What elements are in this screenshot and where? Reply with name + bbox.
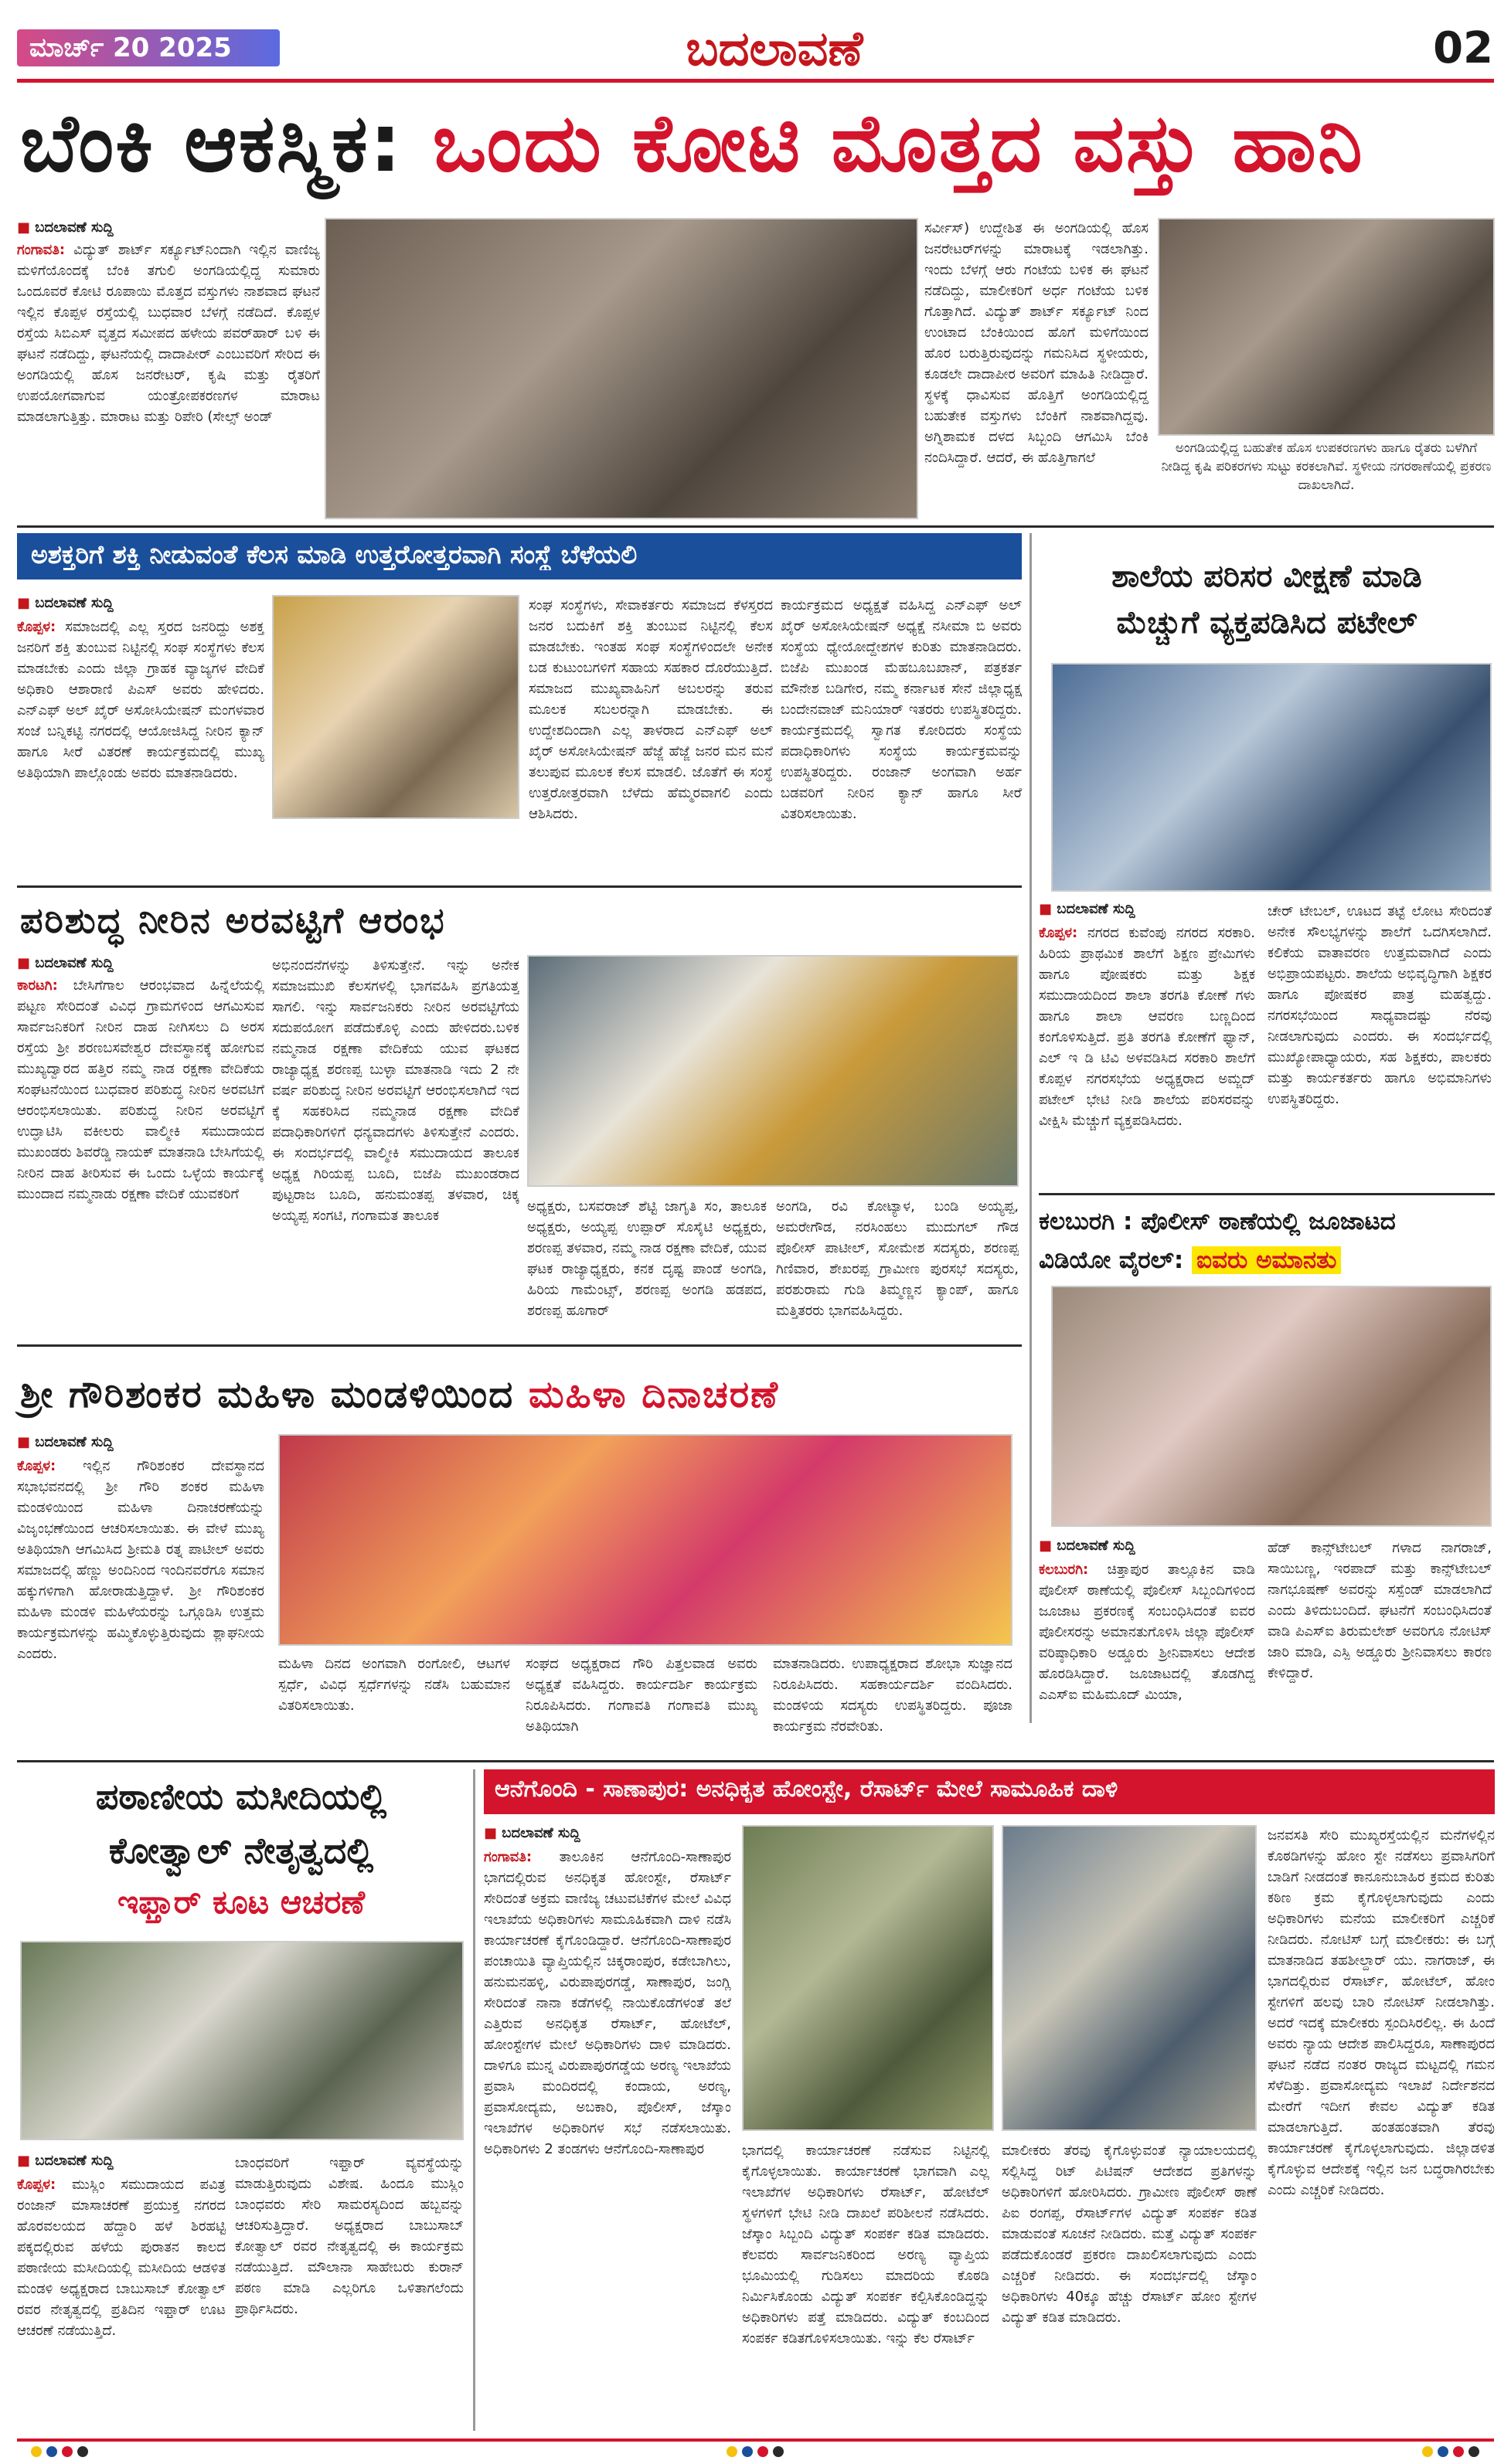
story3-headline [1039, 553, 1495, 646]
story5-headline-line2: ವಿಡಿಯೋ ವೈರಲ್: [1039, 1246, 1184, 1274]
story4-col2 [272, 955, 519, 1338]
story7-col1 [17, 2174, 226, 2429]
story1-col1-text: ವಿದ್ಯುತ್ ಶಾರ್ಟ್ ಸರ್ಕ್ಯೂಟ್‌ನಿಂದಾಗಿ ಇಲ್ಲಿನ ವಾಣಿಜ್ಯ ಮಳಿಗೆಯೊಂದಕ್ಕೆ ಬೆಂಕಿ ತಗುಲಿ ಅಂಗಡಿಯಲ್ಲಿದ್ದ ಸುಮಾರು ಒಂದೂವರೆ ಕೋಟಿ ರೂಪಾಯಿ ಮೊತ್ತದ ವಸ್ತುಗಳು ನಾಶವಾದ ಘಟನೆ ಇಲ್ಲಿನ ಕೊಪ್ಪಳ ರಸ್ತೆಯಲ್ಲಿ ಬುಧವಾರ ಬೆಳಗ್ಗೆ ನಡೆದಿದೆ. ಕೊಪ್ಪಳ ರಸ್ತೆಯ ಸಿಬಿಎಸ್ ವೃತ್ತದ ಸಮೀಪದ ಹಳೇಯ ಪವರ್‌ಹಾರ್ ಬಳಿ ಈ ಘಟನೆ ನಡೆದಿದ್ದು, ಘಟನೆಯಲ್ಲಿ ದಾದಾಪೀರ್ ಎಂಬುವರಿಗೆ ಸೇರಿದ ಈ ಅಂಗಡಿಯಲ್ಲಿ ಹೊಸ ಜನರೇಟರ್, ಕೃಷಿ ಮತ್ತು ರೈತರಿಗೆ ಉಪಯೋಗವಾಗುವ ಯಂತ್ರೋಪಕರಣಗಳ ಮಾರಾಟ ಮಾಡಲಾಗುತ್ತಿತ್ತು. ಮಾರಾಟ ಮತ್ತು ರಿಪೇರಿ (ಸೇಲ್ಸ್ ಅಂಡ್ [17, 242, 320, 425]
story4-divider [17, 1344, 1022, 1347]
story7-photo [20, 1941, 464, 2140]
story6-headline [20, 1368, 1025, 1422]
story6-col4-text: ಮಾತನಾಡಿದರು. ಉಪಾಧ್ಯಕ್ಷರಾದ ಶೋಭಾ ಸುಜ್ಞಾನದ ನಿರೂಪಿಸಿದರು. ಸಹಕಾರ್ಯದರ್ಶಿ ವಂದಿಸಿದರು. ಮಂಡಳಿಯ ಸದಸ್ಯರು ಉಪಸ್ಥಿತರಿದ್ದರು. ಪೂಜಾ ಕಾರ್ಯಕ್ರಮ ನೆರವೇರಿತು. [773, 1656, 1012, 1735]
story2-col3-text: ಕಾರ್ಯಕ್ರಮದ ಅಧ್ಯಕ್ಷತೆ ವಹಿಸಿದ್ದ ಎನ್‌ಎಫ್ ಅಲ್ ಖೈರ್ ಅಸೋಸಿಯೇಷನ್ ಅಧ್ಯಕ್ಷೆ ನಸೀಮಾ ಬಿ ಅವರು ಸಂಸ್ಥೆಯ ಧ್ಯೇಯೋದ್ದೇಶಗಳ ಕುರಿತು ಮಾತನಾಡಿದರು. ಬಿಜೆಪಿ ಮುಖಂಡ ಮೆಹಬೂಬಖಾನ್, ಪತ್ರಕರ್ತ ಮೌನೇಶ ಬಡಿಗೇರ, ನಮ್ಮ ಕರ್ನಾಟಕ ಸೇನೆ ಜಿಲ್ಲಾಧ್ಯಕ್ಷ ಬಂದೇನವಾಜ್ ಮನಿಯಾರ್ ಇತರರು ಉಪಸ್ಥಿತರಿದ್ದರು. ಕಾರ್ಯಕ್ರಮದಲ್ಲಿ ಸ್ವಾಗತ ಕೋರಿದರು ಸಂಸ್ಥೆಯ ಪದಾಧಿಕಾರಿಗಳು ಸಂಸ್ಥೆಯ ಕಾರ್ಯಕ್ರಮವನ್ನು ಉಪಸ್ಥಿತರಿದ್ದರು. ರಂಜಾನ್ ಅಂಗವಾಗಿ ಅರ್ಹ ಬಡವರಿಗೆ ನೀರಿನ ಕ್ಯಾನ್ ಹಾಗೂ ಸೀರೆ ವಿತರಿಸಲಾಯಿತು. [781, 597, 1022, 822]
story3-divider [1039, 1193, 1495, 1195]
story6-photo [278, 1434, 1012, 1646]
story1-col2 [924, 218, 1149, 519]
story4-dateline: ಕಾರಟಗಿ: [17, 977, 58, 994]
story1-photo-side [1158, 218, 1495, 436]
story8-col2 [742, 2140, 989, 2431]
story5-headline-line1: ಕಲಬುರಗಿ : ಪೊಲೀಸ್ ಠಾಣೆಯಲ್ಲಿ ಜೂಜಾಟದ [1039, 1208, 1396, 1235]
story5-col2 [1268, 1538, 1492, 1754]
story7-headline-line1: ಪಠಾಣೀಯ ಮಸೀದಿಯಲ್ಲಿ [95, 1776, 387, 1817]
story5-dateline: ಕಲಬುರಗಿ: [1039, 1562, 1089, 1578]
story3-byline: ■ ಬದಲಾವಣೆ ಸುದ್ದಿ [1039, 901, 1255, 917]
story6-col1-text: ಇಲ್ಲಿನ ಗೌರಿಶಂಕರ ದೇವಸ್ಥಾನದ ಸಭಾಭವನದಲ್ಲಿ ಶ್ರೀ ಗೌರಿ ಶಂಕರ ಮಹಿಳಾ ಮಂಡಳಿಯಿಂದ ಮಹಿಳಾ ದಿನಾಚರಣೆಯನ್ನು ವಿಜೃಂಭಣೆಯಿಂದ ಆಚರಿಸಲಾಯಿತು. ಈ ವೇಳೆ ಮುಖ್ಯ ಅತಿಥಿಯಾಗಿ ಆಗಮಿಸಿದ ಶ್ರೀಮತಿ ರತ್ನ ಪಾಟೀಲ್ ಅವರು ಸಮಾಜದಲ್ಲಿ ಹೆಣ್ಣು ಅಂದಿನಿಂದ ಇಂದಿನವರೆಗೂ ಸಮಾನ ಹಕ್ಕುಗಳಿಗಾಗಿ ಹೋರಾಡುತ್ತಿದ್ದಾಳೆ. ಶ್ರೀ ಗೌರಿಶಂಕರ ಮಹಿಳಾ ಮಂಡಳಿ ಮಹಿಳೆಯರನ್ನು ಒಗ್ಗೂಡಿಸಿ ಉತ್ತಮ ಕಾರ್ಯಕ್ರಮಗಳನ್ನು ಹಮ್ಮಿಕೊಳ್ಳುತ್ತಿರುವುದು ಶ್ಲಾಘನೀಯ ಎಂದರು. [17, 1458, 264, 1662]
story7-dateline: ಕೊಪ್ಪಳ: [17, 2177, 56, 2193]
story1-headline-red: ಒಂದು ಕೋಟಿ ಮೊತ್ತದ ವಸ್ತು ಹಾನಿ [432, 96, 1364, 190]
story1-divider [17, 525, 1494, 528]
footer-dot [727, 2446, 737, 2457]
story7-headline-line3: ಇಫ್ತಾರ್ ಕೂಟ ಆಚರಣೆ [117, 1883, 365, 1921]
story5-col2-text: ಹೆಡ್ ಕಾನ್ಸ್‌ಟೇಬಲ್ ಗಳಾದ ನಾಗರಾಜ್, ಸಾಯಿಬಣ್ಣ, ಇರಪಾದ್ ಮತ್ತು ಕಾನ್ಸ್‌ಟೇಬಲ್ ನಾಗಭೂಷಣ್ ಅವರನ್ನು ಸಸ್ಪೆಂಡ್ ಮಾಡಲಾಗಿದೆ ಎಂದು ತಿಳಿದುಬಂದಿದೆ. ಘಟನೆಗೆ ಸಂಬಂಧಿಸಿದಂತೆ ವಾಡಿ ಪಿಎಸ್ಐ ತಿರುಮಲೇಶ್ ಅವರಿಗೂ ನೋಟಿಸ್ ಜಾರಿ ಮಾಡಿ, ಎಸ್ಪಿ ಅಡ್ಡೂರು ಶ್ರೀನಿವಾಸಲು ಕಾರಣ ಕೇಳಿದ್ದಾರೆ. [1268, 1540, 1492, 1681]
footer-dots-center [727, 2446, 784, 2457]
story4-photo [527, 955, 1019, 1187]
footer-dot [46, 2446, 57, 2457]
story8-photo-left [742, 1825, 994, 2131]
story7-headline-line2: ಕೋತ್ವಾಲ್ ನೇತೃತ್ವದಲ್ಲಿ [108, 1830, 374, 1871]
story8-col1-text: ತಾಲೂಕಿನ ಆನೆಗೊಂದಿ-ಸಾಣಾಪುರ ಭಾಗದಲ್ಲಿರುವ ಅನಧಿಕೃತ ಹೋಂಸ್ಟೇ, ರೆಸಾರ್ಟ್ ಸೇರಿದಂತೆ ಅಕ್ರಮ ವಾಣಿಜ್ಯ ಚಟುವಟಿಕೆಗಳ ಮೇಲೆ ವಿವಿಧ ಇಲಾಖೆಯ ಅಧಿಕಾರಿಗಳು ಸಾಮೂಹಿಕವಾಗಿ ದಾಳಿ ನಡೆಸಿ ಕಾರ್ಯಾಚರಣೆ ಕೈಗೊಂಡಿದ್ದಾರೆ. ಆನೆಗೊಂದಿ-ಸಾಣಾಪುರ ಪಂಚಾಯಿತಿ ವ್ಯಾಪ್ತಿಯಲ್ಲಿನ ಚಿಕ್ಕರಾಂಪುರ, ಕಡೇಬಾಗಿಲು, ಹನುಮನಹಳ್ಳಿ, ವಿರುಪಾಪುರಗಡ್ಡೆ, ಸಾಣಾಪುರ, ಜಂಗ್ಲಿ ಸೇರಿದಂತೆ ನಾನಾ ಕಡೆಗಳಲ್ಲಿ ನಾಯಿಕೊಡೆಗಳಂತೆ ತಲೆ ಎತ್ತಿರುವ ಅನಧಿಕೃತ ರೆಸಾರ್ಟ್, ಹೋಟೆಲ್, ಹೋಂಸ್ಟೇಗಳ ಮೇಲೆ ಅಧಿಕಾರಿಗಳು ದಾಳಿ ಮಾಡಿದರು. ದಾಳಿಗೂ ಮುನ್ನ ವಿರುಪಾಪುರಗಡ್ಡೆಯ ಅರಣ್ಯ ಇಲಾಖೆಯ ಪ್ರವಾಸಿ ಮಂದಿರದಲ್ಲಿ ಕಂದಾಯ, ಅರಣ್ಯ, ಪ್ರವಾಸೋದ್ಯಮ, ಅಬಕಾರಿ, ಪೊಲೀಸ್, ಜೆಸ್ಕಾಂ ಇಲಾಖೆಗಳ ಅಧಿಕಾರಿಗಳ ಸಭೆ ನಡೆಸಲಾಯಿತು. ಅಧಿಕಾರಿಗಳು 2 ತಂಡಗಳು ಆನೆಗೊಂದಿ-ಸಾಣಾಪುರ [484, 1849, 731, 2157]
story8-col2-text: ಭಾಗದಲ್ಲಿ ಕಾರ್ಯಾಚರಣೆ ನಡೆಸುವ ನಿಟ್ಟಿನಲ್ಲಿ ಕೈಗೊಳ್ಳಲಾಯಿತು. ಕಾರ್ಯಾಚರಣೆ ಭಾಗವಾಗಿ ಎಲ್ಲ ಇಲಾಖೆಗಳ ಅಧಿಕಾರಿಗಳು ರೆಸಾರ್ಟ್, ಹೋಟೆಲ್ ಸ್ಥಳಗಳಿಗೆ ಭೇಟಿ ನೀಡಿ ದಾಖಲೆ ಪರಿಶೀಲನೆ ನಡೆಸಿದರು. ಜೆಸ್ಕಾಂ ಸಿಬ್ಬಂದಿ ವಿದ್ಯುತ್ ಸಂಪರ್ಕ ಕಡಿತ ಮಾಡಿದರು. ಕೆಲವರು ಸಾರ್ವಜನಿಕರಿಂದ ಅರಣ್ಯ ವ್ಯಾಪ್ತಿಯ ಭೂಮಿಯಲ್ಲಿ ಗುಡಿಸಲು ಮಾದರಿಯ ಕೊಠಡಿ ನಿರ್ಮಿಸಿಕೊಂಡು ವಿದ್ಯುತ್ ಸಂಪರ್ಕ ಕಲ್ಪಿಸಿಕೊಂಡಿದ್ದನ್ನು ಅಧಿಕಾರಿಗಳು ಪತ್ತೆ ಮಾಡಿದರು. ವಿದ್ಯುತ್ ಕಂಬದಿಂದ ಸಂಪರ್ಕ ಕಡಿತಗೊಳಿಸಲಾಯಿತು. ಇನ್ನು ಕೆಲ ರೆಸಾರ್ಟ್ [742, 2143, 989, 2347]
footer-rule [17, 2439, 1494, 2442]
story4-headline: ಪರಿಶುದ್ಧ ನೀರಿನ ಅರವಟ್ಟಿಗೆ ಆರಂಭ [20, 899, 446, 941]
story3-col1-text: ನಗರದ ಕುವೆಂಪು ನಗರದ ಸರಕಾರಿ. ಹಿರಿಯ ಪ್ರಾಥಮಿಕ ಶಾಲೆಗೆ ಶಿಕ್ಷಣ ಪ್ರೇಮಿಗಳು ಹಾಗೂ ಪೋಷಕರು ಮತ್ತು ಶಿಕ್ಷಕ ಸಮುದಾಯದಿಂದ ಶಾಲಾ ತರಗತಿ ಕೋಣೆ ಗಳು ಹಾಗೂ ಶಾಲಾ ಆವರಣ ಬಣ್ಣದಿಂದ ಕಂಗೊಳಿಸುತ್ತಿದೆ. ಪ್ರತಿ ತರಗತಿ ಕೋಣೆಗೆ ಫ್ಯಾನ್, ಎಲ್ ಇ ಡಿ ಟಿವಿ ಅಳವಡಿಸಿದ ಸರಕಾರಿ ಶಾಲೆಗೆ ಕೊಪ್ಪಳ ನಗರಸಭೆಯ ಅಧ್ಯಕ್ಷರಾದ ಅಮ್ಜದ್ ಪಟೇಲ್ ಭೇಟಿ ನೀಡಿ ಶಾಲೆಯ ಪರಿಸರವನ್ನು ವೀಕ್ಷಿಸಿ ಮೆಚ್ಚುಗೆ ವ್ಯಕ್ತಪಡಿಸಿದರು. [1039, 925, 1255, 1129]
story8-byline: ■ ಬದಲಾವಣೆ ಸುದ್ದಿ [484, 1825, 731, 1841]
right-col-border [1029, 533, 1032, 1723]
story8-dateline: ಗಂಗಾವತಿ: [484, 1849, 533, 1865]
story7-col2-text: ಬಾಂಧವರಿಗೆ ಇಫ್ತಾರ್ ವ್ಯವಸ್ಥೆಯನ್ನು ಮಾಡುತ್ತಿರುವುದು ವಿಶೇಷ. ಹಿಂದೂ ಮುಸ್ಲಿಂ ಬಾಂಧವರು ಸೇರಿ ಸಾಮರಸ್ಯದಿಂದ ಹಬ್ಬವನ್ನು ಆಚರಿಸುತ್ತಿದ್ದಾರೆ. ಅಧ್ಯಕ್ಷರಾದ ಬಾಬುಸಾಬ್ ಕೋತ್ವಾಲ್ ರವರ ನೇತೃತ್ವದಲ್ಲಿ ಈ ಕಾರ್ಯಕ್ರಮ ನಡೆಯುತ್ತಿದೆ. ಮೌಲಾನಾ ಸಾಹೇಬರು ಕುರಾನ್ ಪಠಣ ಮಾಡಿ ಎಲ್ಲರಿಗೂ ಒಳಿತಾಗಲೆಂದು ಪ್ರಾರ್ಥಿಸಿದರು. [235, 2155, 464, 2317]
story6-col3-text: ಸಂಘದ ಅಧ್ಯಕ್ಷರಾದ ಗೌರಿ ಪಿತ್ತಲವಾಡ ಅವರು ಅಧ್ಯಕ್ಷತೆ ವಹಿಸಿದ್ದರು. ಕಾರ್ಯದರ್ಶಿ ಕಾರ್ಯಕ್ರಮ ನಿರೂಪಿಸಿದರು. ಗಂಗಾವತಿ ಗಂಗಾವತಿ ಮುಖ್ಯ ಅತಿಥಿಯಾಗಿ [526, 1656, 757, 1735]
story2-byline: ■ ಬದಲಾವಣೆ ಸುದ್ದಿ [17, 595, 264, 611]
story2-dateline: ಕೊಪ್ಪಳ: [17, 619, 56, 635]
story5-col1 [1039, 1559, 1255, 1754]
footer-dots-left [31, 2446, 88, 2457]
story4-col4 [776, 1196, 1019, 1338]
footer-dot [742, 2446, 753, 2457]
story8-col4-text: ಜನವಸತಿ ಸೇರಿ ಮುಖ್ಯರಸ್ತೆಯಲ್ಲಿನ ಮನೆಗಳಲ್ಲಿನ ಕೊಠಡಿಗಳನ್ನು ಹೋಂ ಸ್ಟೇ ನಡೆಸಲು ಪ್ರವಾಸಿಗರಿಗೆ ಬಾಡಿಗೆ ನೀಡದಂತೆ ಕಾನೂನುಬಾಹಿರ ಕ್ರಮದ ಕುರಿತು ಕಠಿಣ ಕ್ರಮ ಕೈಗೊಳ್ಳಲಾಗುವುದು ಎಂದು ಅಧಿಕಾರಿಗಳು ಮನೆಯ ಮಾಲೀಕರಿಗೆ ಎಚ್ಚರಿಕೆ ನೀಡಿದರು. ನೋಟಿಸ್ ಬಗ್ಗೆ ಮಾಲೀಕರು: ಈ ಬಗ್ಗೆ ಮಾತನಾಡಿದ ತಹಶೀಲ್ದಾರ್ ಯು. ನಾಗರಾಜ್, ಈ ಭಾಗದಲ್ಲಿರುವ ರೆಸಾರ್ಟ್, ಹೋಟೆಲ್, ಹೋಂ ಸ್ಟೇಗಳಿಗೆ ಹಲವು ಬಾರಿ ನೋಟಿಸ್ ನೀಡಲಾಗಿತ್ತು. ಅದರೆ ಇದಕ್ಕೆ ಮಾಲೀಕರು ಸ್ಪಂದಿಸಿರಲಿಲ್ಲ. ಈ ಹಿಂದೆ ಅವರು ನ್ಯಾಯ ಆದೇಶ ಪಾಲಿಸಿದ್ದರೂ, ಸಾಣಾಪುರದ ಘಟನೆ ನಡೆದ ನಂತರ ರಾಜ್ಯದ ಮಟ್ಟದಲ್ಲಿ ಗಮನ ಸೆಳೆದಿತ್ತು. ಪ್ರವಾಸೋದ್ಯಮ ಇಲಾಖೆ ನಿರ್ದೇಶನದ ಮೇರೆಗೆ ಇದೀಗ ಕೇವಲ ವಿದ್ಯುತ್ ಕಡಿತ ಮಾಡಲಾಗುತ್ತಿದೆ. ಹಂತಹಂತವಾಗಿ ತೆರವು ಕಾರ್ಯಾಚರಣೆ ಕೈಗೊಳ್ಳಲಾಗುವುದು. ಜಿಲ್ಲಾಡಳಿತ ಕೈಗೊಳ್ಳುವ ಆದೇಶಕ್ಕೆ ಇಲ್ಲಿನ ಜನ ಬದ್ಧರಾಗಿರಬೇಕು ಎಂದು ಎಚ್ಚರಿಕೆ ನೀಡಿದರು. [1268, 1827, 1495, 2198]
story1-photo-caption: ಅಂಗಡಿಯಲ್ಲಿದ್ದ ಬಹುತೇಕ ಹೊಸ ಉಪಕರಣಗಳು ಹಾಗೂ ರೈತರು ಬಳೆಗಿಗೆ ನೀಡಿದ್ದ ಕೃಷಿ ಪರಿಕರಗಳು ಸುಟ್ಟು ಕರಕಲಾಗಿವೆ. ಸ್ಥಳೀಯ ನಗರಠಾಣೆಯಲ್ಲಿ ಪ್ರಕರಣ ದಾಖಲಾಗಿದೆ. [1161, 440, 1492, 493]
story1-photo-main [325, 218, 918, 519]
story7-byline: ■ ಬದಲಾವಣೆ ಸುದ್ದಿ [17, 2153, 226, 2169]
story4-col1 [17, 975, 264, 1338]
story6-headline-red: ಮಹಿಳಾ ದಿನಾಚರಣೆ [528, 1373, 780, 1416]
page-number: 02 [1433, 23, 1493, 73]
story1-byline: ■ ಬದಲಾವಣೆ ಸುದ್ದಿ [17, 219, 318, 236]
story6-col1 [17, 1456, 264, 1749]
story6-col4 [773, 1653, 1012, 1754]
footer-dot [773, 2446, 784, 2457]
footer-dot [31, 2446, 42, 2457]
story7-headline [17, 1769, 465, 1927]
footer-dot [1438, 2446, 1448, 2457]
story6-col2 [278, 1653, 510, 1754]
story3-headline-line2: ಮೆಚ್ಚುಗೆ ವ್ಯಕ್ತಪಡಿಸಿದ ಪಟೇಲ್ [1116, 605, 1417, 641]
story2-col1-text: ಸಮಾಜದಲ್ಲಿ ಎಲ್ಲ ಸ್ತರದ ಜನರಿದ್ದು ಅಶಕ್ತ ಜನರಿಗೆ ಶಕ್ತಿ ತುಂಬುವ ನಿಟ್ಟಿನಲ್ಲಿ ಸಂಘ ಸಂಸ್ಥೆಗಳು ಕೆಲಸ ಮಾಡಬೇಕು ಎಂದು ಜಿಲ್ಲಾ ಗ್ರಾಹಕ ವ್ಯಾಜ್ಯಗಳ ವೇದಿಕೆ ಅಧಿಕಾರಿ ಆಶಾರಾಣಿ ಪಿಎಸ್ ಅವರು ಹೇಳಿದರು. ಎನ್‌ಎಫ್ ಅಲ್ ಖೈರ್ ಅಸೋಸಿಯೇಷನ್ ಮಂಗಳವಾರ ಸಂಜೆ ಬನ್ನಿಕಟ್ಟಿ ನಗರದಲ್ಲಿ ಆಯೋಜಿಸಿದ್ದ ನೀರಿನ ಕ್ಯಾನ್ ಹಾಗೂ ಸೀರೆ ವಿತರಣೆ ಕಾರ್ಯಕ್ರಮದಲ್ಲಿ ಮುಖ್ಯ ಅತಿಥಿಯಾಗಿ ಪಾಲ್ಗೊಂಡು ಅವರು ಮಾತನಾಡಿದರು. [17, 619, 264, 781]
story1-dateline: ಗಂಗಾವತಿ: [17, 242, 66, 258]
footer-dot [62, 2446, 73, 2457]
story4-byline: ■ ಬದಲಾವಣೆ ಸುದ್ದಿ [17, 955, 264, 971]
footer-dot [1468, 2446, 1479, 2457]
story2-col3 [781, 595, 1022, 881]
footer-dot [77, 2446, 88, 2457]
story3-dateline: ಕೊಪ್ಪಳ: [1039, 925, 1078, 941]
story5-headline [1039, 1202, 1495, 1280]
story2-col1 [17, 617, 264, 879]
story4-col2-text: ಅಭಿನಂದನೆಗಳನ್ನು ತಿಳಿಸುತ್ತೇನೆ. ಇನ್ನು ಅನೇಕ ಸಮಾಜಮುಖಿ ಕೆಲಸಗಳಲ್ಲಿ ಭಾಗವಹಿಸಿ ಪ್ರಗತಿಯತ್ತ ಸಾಗಲಿ. ಇನ್ನು ಸಾರ್ವಜನಿಕರು ನೀರಿನ ಅರವಟ್ಟಿಗೆಯ ಸದುಪಯೋಗ ಪಡೆದುಕೊಳ್ಳಿ ಎಂದು ಹೇಳಿದರು.ಬಳಿಕ ನಮ್ಮನಾಡ ರಕ್ಷಣಾ ವೇದಿಕೆಯ ಯುವ ಘಟಕದ ರಾಜ್ಯಾಧ್ಯಕ್ಷ ಶರಣಪ್ಪ ಬುಳ್ಳಾ ಮಾತನಾಡಿ ಇದು 2 ನೇ ವರ್ಷ ಪರಿಶುದ್ಧ ನೀರಿನ ಅರವಟ್ಟಿಗೆ ಆರಂಭಿಸಲಾಗಿದೆ ಇದ ಕ್ಕೆ ಸಹಕರಿಸಿದ ನಮ್ಮನಾಡ ರಕ್ಷಣಾ ವೇದಿಕೆ ಪದಾಧಿಕಾರಿಗಳಿಗೆ ಧನ್ಯವಾದಗಳು ತಿಳಿಸುತ್ತೇನೆ ಎಂದರು. ಈ ಸಂದರ್ಭದಲ್ಲಿ ವಾಲ್ಮೀಕಿ ಸಮುದಾಯದ ತಾಲೂಕ ಅಧ್ಯಕ್ಷ ಗಿರಿಯಪ್ಪ ಬೂದಿ, ಬಿಜೆಪಿ ಮುಖಂಡರಾದ ಪುಟ್ಟರಾಜ ಬೂದಿ, ಹನುಮಂತಪ್ಪ ತಳವಾರ, ಚಿಕ್ಕ ಅಯ್ಯಪ್ಪ ಸಂಗಟಿ, ಗಂಗಾಮತ ತಾಲೂಕ [272, 957, 519, 1224]
story8-col1 [484, 1847, 731, 2431]
story1-col2-text: ಸರ್ವೀಸ್) ಉದ್ದೇಶಿತ ಈ ಅಂಗಡಿಯಲ್ಲಿ ಹೊಸ ಜನರೇಟರ್‌ಗಳನ್ನು ಮಾರಾಟಕ್ಕೆ ಇಡಲಾಗಿತ್ತು. ಇಂದು ಬೆಳಗ್ಗೆ ಆರು ಗಂಟೆಯ ಬಳಿಕ ಈ ಘಟನೆ ನಡೆದಿದ್ದು, ಮಾಲೀಕರಿಗೆ ಅರ್ಧ ಗಂಟೆಯ ಬಳಿಕ ಗೊತ್ತಾಗಿದೆ. ವಿದ್ಯುತ್ ಶಾರ್ಟ್ ಸರ್ಕ್ಯೂಟ್ ನಿಂದ ಉಂಟಾದ ಬೆಂಕಿಯಿಂದ ಹೊಗೆ ಮಳಿಗೆಯಿಂದ ಹೊರ ಬರುತ್ತಿರುವುದನ್ನು ಗಮನಿಸಿದ ಸ್ಥಳೀಯರು, ಕೂಡಲೇ ದಾದಾಪೀರ ಅವರಿಗೆ ಮಾಹಿತಿ ನೀಡಿದ್ದಾರೆ. ಸ್ಥಳಕ್ಕೆ ಧಾವಿಸುವ ಹೊತ್ತಿಗೆ ಅಂಗಡಿಯಲ್ಲಿದ್ದ ಬಹುತೇಕ ವಸ್ತುಗಳು ಬೆಂಕಿಗೆ ನಾಶವಾಗಿದ್ದವು. ಅಗ್ನಿಶಾಮಕ ದಳದ ಸಿಬ್ಬಂದಿ ಆಗಮಿಸಿ ಬೆಂಕಿ ನಂದಿಸಿದ್ದಾರೆ. ಆದರೆ, ಈ ಹೊತ್ತಿಗಾಗಲೆ [924, 220, 1149, 466]
footer-dot [1453, 2446, 1464, 2457]
story2-col2 [529, 595, 773, 881]
story2-col2-text: ಸಂಘ ಸಂಸ್ಥೆಗಳು, ಸೇವಾಕರ್ತರು ಸಮಾಜದ ಕೆಳಸ್ತರದ ಜನರ ಬದುಕಿಗೆ ಶಕ್ತಿ ತುಂಬುವ ನಿಟ್ಟಿನಲ್ಲಿ ಕೆಲಸ ಮಾಡಬೇಕು. ಇಂತಹ ಸಂಘ ಸಂಸ್ಥೆಗಳಿಂದಲೇ ಅನೇಕ ಬಡ ಕುಟುಂಬಗಳಿಗೆ ಸಹಾಯ ಸಹಕಾರ ದೊರೆಯುತ್ತಿದೆ. ಸಮಾಜದ ಮುಖ್ಯವಾಹಿನಿಗೆ ಅಬಲರನ್ನು ತರುವ ಮೂಲಕ ಸಬಲರನ್ನಾಗಿ ಮಾಡಬೇಕು. ಈ ಉದ್ದೇಶದಿಂದಾಗಿ ಎಲ್ಲ ತಾಳರಾದ ಎನ್‌ಎಫ್ ಅಲ್ ಖೈರ್ ಅಸೋಸಿಯೇಷನ್ ಹೆಜ್ಜೆ ಹೆಜ್ಜೆ ಜನರ ಮನ ಮನೆ ತಲುಪುವ ಮೂಲಕ ಕೆಲಸ ಮಾಡಲಿ. ಜೊತೆಗೆ ಈ ಸಂಸ್ಥೆ ಉತ್ತರೋತ್ತರವಾಗಿ ಬೆಳೆದು ಹೆಮ್ಮರವಾಗಲಿ ಎಂದು ಆಶಿಸಿದರು. [529, 597, 773, 822]
story8-col3-text: ಮಾಲೀಕರು ತೆರವು ಕೈಗೊಳ್ಳುವಂತೆ ನ್ಯಾಯಾಲಯದಲ್ಲಿ ಸಲ್ಲಿಸಿದ್ದ ರಿಟ್ ಪಿಟಿಷನ್ ಆದೇಶದ ಪ್ರತಿಗಳನ್ನು ಅಧಿಕಾರಿಗಳಿಗೆ ಹೋರಿಸಿದರು. ಗ್ರಾಮೀಣ ಪೊಲೀಸ್ ಠಾಣೆ ಪಿಐ ರಂಗಪ್ಪ, ರೆಸಾರ್ಟ್‌ಗಳ ವಿದ್ಯುತ್ ಸಂಪರ್ಕ ಕಡಿತ ಮಾಡುವಂತೆ ಸೂಚನೆ ನೀಡಿದರು. ಮತ್ತೆ ವಿದ್ಯುತ್ ಸಂಪರ್ಕ ಪಡೆದುಕೊಂಡರೆ ಪ್ರಕರಣ ದಾಖಲಿಸಲಾಗುವುದು ಎಂದು ಎಚ್ಚರಿಕೆ ನೀಡಿದರು. ಈ ಸಂದರ್ಭದಲ್ಲಿ ಜೆಸ್ಕಾಂ ಅಧಿಕಾರಿಗಳು 40ಕ್ಕೂ ಹೆಚ್ಚು ರೆಸಾರ್ಟ್ ಹೋಂ ಸ್ಟೇಗಳ ವಿದ್ಯುತ್ ಕಡಿತ ಮಾಡಿದರು. [1002, 2143, 1257, 2326]
story8-photo-right [1002, 1825, 1257, 2131]
masthead-rule [17, 79, 1494, 83]
story5-photo [1051, 1286, 1492, 1527]
story6-byline: ■ ಬದಲಾವಣೆ ಸುದ್ದಿ [17, 1434, 264, 1450]
story1-headline [20, 93, 1496, 193]
story8-col3 [1002, 2140, 1257, 2431]
story3-col1 [1039, 923, 1255, 1185]
footer-dot [1422, 2446, 1433, 2457]
masthead [17, 20, 1493, 76]
paper-name: ಬದಲಾವಣೆ [686, 20, 863, 76]
story5-byline: ■ ಬದಲಾವಣೆ ಸುದ್ದಿ [1039, 1538, 1255, 1554]
story4-col3 [527, 1196, 767, 1338]
story7-col1-text: ಮುಸ್ಲಿಂ ಸಮುದಾಯದ ಪವಿತ್ರ ರಂಜಾನ್ ಮಾಸಾಚರಣೆ ಪ್ರಯುಕ್ತ ನಗರದ ಹೊರವಲಯದ ಹೆದ್ದಾರಿ ಹಳೆ ಶಿರಹಟ್ಟಿ ಪಕ್ಕದಲ್ಲಿರುವ ಹಳೆಯ ಪುರಾತನ ಕಾಲದ ಪಠಾಣೀಯ ಮಸೀದಿಯಲ್ಲಿ ಮಸೀದಿಯ ಆಡಳಿತ ಮಂಡಳಿ ಅಧ್ಯಕ್ಷರಾದ ಬಾಬುಸಾಬ್ ಕೋತ್ವಾಲ್ ರವರ ನೇತೃತ್ವದಲ್ಲಿ ಪ್ರತಿದಿನ ಇಫ್ತಾರ್ ಊಟ ಆಚರಣೆ ನಡೆಯುತ್ತಿದೆ. [17, 2177, 226, 2339]
story6-dateline: ಕೊಪ್ಪಳ: [17, 1458, 56, 1474]
story7-border [473, 1769, 475, 2431]
footer-dot [757, 2446, 768, 2457]
story3-col2-text: ಚೇರ್ ಟೇಬಲ್, ಊಟದ ತಟ್ಟೆ ಲೋಟ ಸೇರಿದಂತೆ ಅನೇಕ ಸೌಲಭ್ಯಗಳನ್ನು ಶಾಲೆಗೆ ಒದಗಿಸಲಾಗಿದೆ. ಕಲಿಕೆಯ ವಾತಾವರಣ ಉತ್ತಮವಾಗಿದೆ ಎಂದು ಅಭಿಪ್ರಾಯಪಟ್ಟರು. ಶಾಲೆಯ ಅಭಿವೃದ್ಧಿಗಾಗಿ ಶಿಕ್ಷಕರ ಹಾಗೂ ಪೋಷಕರ ಪಾತ್ರ ಮಹತ್ವದ್ದು. ನಗರಸಭೆಯಿಂದ ಸಾಧ್ಯವಾದಷ್ಟು ನೆರವು ನೀಡಲಾಗುವುದು ಎಂದರು. ಈ ಸಂದರ್ಭದಲ್ಲಿ ಮುಖ್ಯೋಪಾಧ್ಯಾಯರು, ಸಹ ಶಿಕ್ಷಕರು, ಪಾಲಕರು ಮತ್ತು ಕಾರ್ಯಕರ್ತರು ಹಾಗೂ ಅಭಿಮಾನಿಗಳು ಉಪಸ್ಥಿತರಿದ್ದರು. [1268, 903, 1492, 1107]
story2-divider [17, 885, 1022, 888]
story8-col4 [1268, 1825, 1495, 2431]
story3-col2 [1268, 901, 1492, 1185]
story4-col3-text: ಅಧ್ಯಕ್ಷರು, ಬಸವರಾಜ್ ಶೆಟ್ಟಿ ಜಾಗೃತಿ ಸಂ, ತಾಲೂಕ ಅಧ್ಯಕ್ಷರು, ಅಯ್ಯಪ್ಪ ಉಪ್ಪಾರ್ ಸೊಸೈಟಿ ಅಧ್ಯಕ್ಷರು, ಶರಣಪ್ಪ ತಳವಾರ, ನಮ್ಮ ನಾಡ ರಕ್ಷಣಾ ವೇದಿಕೆ, ಯುವ ಘಟಕ ರಾಜ್ಯಾಧ್ಯಕ್ಷರು, ಕನಕ ದೃಷ್ಟ ಪಾಂಡೆ ಅಂಗಡಿ, ಹಿರಿಯ ಗಾಮೆಂಟ್ಸ್, ಶರಣಪ್ಪ ಅಂಗಡಿ ಹಡಪದ, ಶರಣಪ್ಪ ಹೂಗಾರ್ [527, 1198, 767, 1319]
story6-divider [17, 1760, 1494, 1762]
story6-col3 [526, 1653, 757, 1754]
story1-col1 [17, 240, 320, 518]
story3-headline-line1: ಶಾಲೆಯ ಪರಿಸರ ವೀಕ್ಷಣೆ ಮಾಡಿ [1111, 559, 1422, 594]
footer-dots-right [1422, 2446, 1479, 2457]
story2-photo [272, 595, 519, 819]
story6-headline-black: ಶ್ರೀ ಗೌರಿಶಂಕರ ಮಹಿಳಾ ಮಂಡಳಿಯಿಂದ [20, 1373, 515, 1416]
story5-headline-red: ಐವರು ಅಮಾನತು [1192, 1246, 1341, 1274]
story6-col2-text: ಮಹಿಳಾ ದಿನದ ಅಂಗವಾಗಿ ರಂಗೋಲಿ, ಆಟಗಳ ಸ್ಪರ್ಧೆ, ವಿವಿಧ ಸ್ಪರ್ಧೆಗಳನ್ನು ನಡೆಸಿ ಬಹುಮಾನ ವಿತರಿಸಲಾಯಿತು. [278, 1656, 510, 1714]
story5-col1-text: ಚಿತ್ತಾಪುರ ತಾಲ್ಲೂಕಿನ ವಾಡಿ ಪೊಲೀಸ್ ಠಾಣೆಯಲ್ಲಿ ಪೊಲೀಸ್ ಸಿಬ್ಬಂದಿಗಳಿಂದ ಜೂಜಾಟ ಪ್ರಕರಣಕ್ಕೆ ಸಂಬಂಧಿಸಿದಂತೆ ಐವರ ಪೊಲೀಸರನ್ನು ಅಮಾನತುಗೊಳಿಸಿ ಜಿಲ್ಲಾ ಪೊಲೀಸ್ ವರಿಷ್ಠಾಧಿಕಾರಿ ಅಡ್ಡೂರು ಶ್ರೀನಿವಾಸಲು ಆದೇಶ ಹೊರಡಿಸಿದ್ದಾರೆ. ಜೂಜಾಟದಲ್ಲಿ ತೊಡಗಿದ್ದ ಎಎಸ್ಐ ಮಹಿಮೂದ್ ಮಿಯಾ, [1039, 1562, 1255, 1703]
story4-col4-text: ಅಂಗಡಿ, ರವಿ ಕೋಟ್ಯಾಳ, ಬಂಡಿ ಅಯ್ಯಪ್ಪ, ಅಮರೇಗೌಡ, ನರಸಿಂಹಲು ಮುದುಗಲ್ ಗೌಡ ಪೊಲೀಸ್ ಪಾಟೀಲ್, ಸೋಮೇಶ ಸದಸ್ಯರು, ಶರಣಪ್ಪ ಗಿಣಿವಾರ, ಶೇಖರಪ್ಪ ಗ್ರಾಮೀಣ ಪುರಸಭೆ ಸದಸ್ಯರು, ಪರಶುರಾಮ ಗುಡಿ ತಿಮ್ಮಣ್ಣನ ಕ್ಯಾಂಪ್, ಹಾಗೂ ಮತ್ತಿತರರು ಭಾಗವಹಿಸಿದ್ದರು. [776, 1198, 1019, 1319]
story3-photo [1051, 663, 1492, 892]
story1-headline-black: ಬೆಂಕಿ ಆಕಸ್ಮಿಕ: [20, 96, 403, 190]
story8-headline: ಆನೆಗೊಂದಿ - ಸಾಣಾಪುರ: ಅನಧಿಕೃತ ಹೋಂಸ್ಟೇ, ರೆಸಾರ್ಟ್ ಮೇಲೆ ಸಾಮೂಹಿಕ ದಾಳಿ [495, 1776, 1118, 1803]
story2-headline: ಅಶಕ್ತರಿಗೆ ಶಕ್ತಿ ನೀಡುವಂತೆ ಕೆಲಸ ಮಾಡಿ ಉತ್ತರೋತ್ತರವಾಗಿ ಸಂಸ್ಥೆ ಬೆಳೆಯಲಿ [31, 539, 638, 569]
masthead-date: ಮಾರ್ಚ್ 20 2025 [29, 32, 232, 63]
story7-col2 [235, 2153, 464, 2429]
story4-col1-text: ಬೇಸಿಗೆಗಾಲ ಆರಂಭವಾದ ಹಿನ್ನೆಲೆಯಲ್ಲಿ ಪಟ್ಟಣ ಸೇರಿದಂತೆ ವಿವಿಧ ಗ್ರಾಮಗಳಿಂದ ಆಗಮಿಸುವ ಸಾರ್ವಜನಿಕರಿಗೆ ನೀರಿನ ದಾಹ ನೀಗಿಸಲು ದಿ ಅರಸ ರಸ್ತೆಯ ಶ್ರೀ ಶರಣಬಸವೇಶ್ವರ ದೇವಸ್ಥಾನಕ್ಕೆ ಹೋಗುವ ಮುಖ್ಯದ್ವಾರದ ಹತ್ತಿರ ನಮ್ಮ ನಾಡ ರಕ್ಷಣಾ ವೇದಿಕೆಯ ಸಂಘಟನೆಯಿಂದ ಬುಧವಾರ ಪರಿಶುದ್ಧ ನೀರಿನ ಅರವಟಿಗೆ ಆರಂಭಿಸಲಾಯಿತು. ಪರಿಶುದ್ಧ ನೀರಿನ ಅರವಟ್ಟಿಗೆ ಉದ್ಘಾಟಿಸಿ ವಕೀಲರು ವಾಲ್ಮೀಕಿ ಸಮುದಾಯದ ಮುಖಂಡರು ಶಿವರೆಡ್ಡಿ ನಾಯಕ್ ಮಾತನಾಡಿ ಬೇಸಿಗೆಯಲ್ಲಿ ನೀರಿನ ದಾಹ ತೀರಿಸುವ ಈ ಒಂದು ಒಳ್ಳೆಯ ಕಾರ್ಯಕ್ಕೆ ಮುಂದಾದ ನಮ್ಮನಾಡು ರಕ್ಷಣಾ ವೇದಿಕೆ ಯುವಕರಿಗೆ [17, 977, 264, 1202]
